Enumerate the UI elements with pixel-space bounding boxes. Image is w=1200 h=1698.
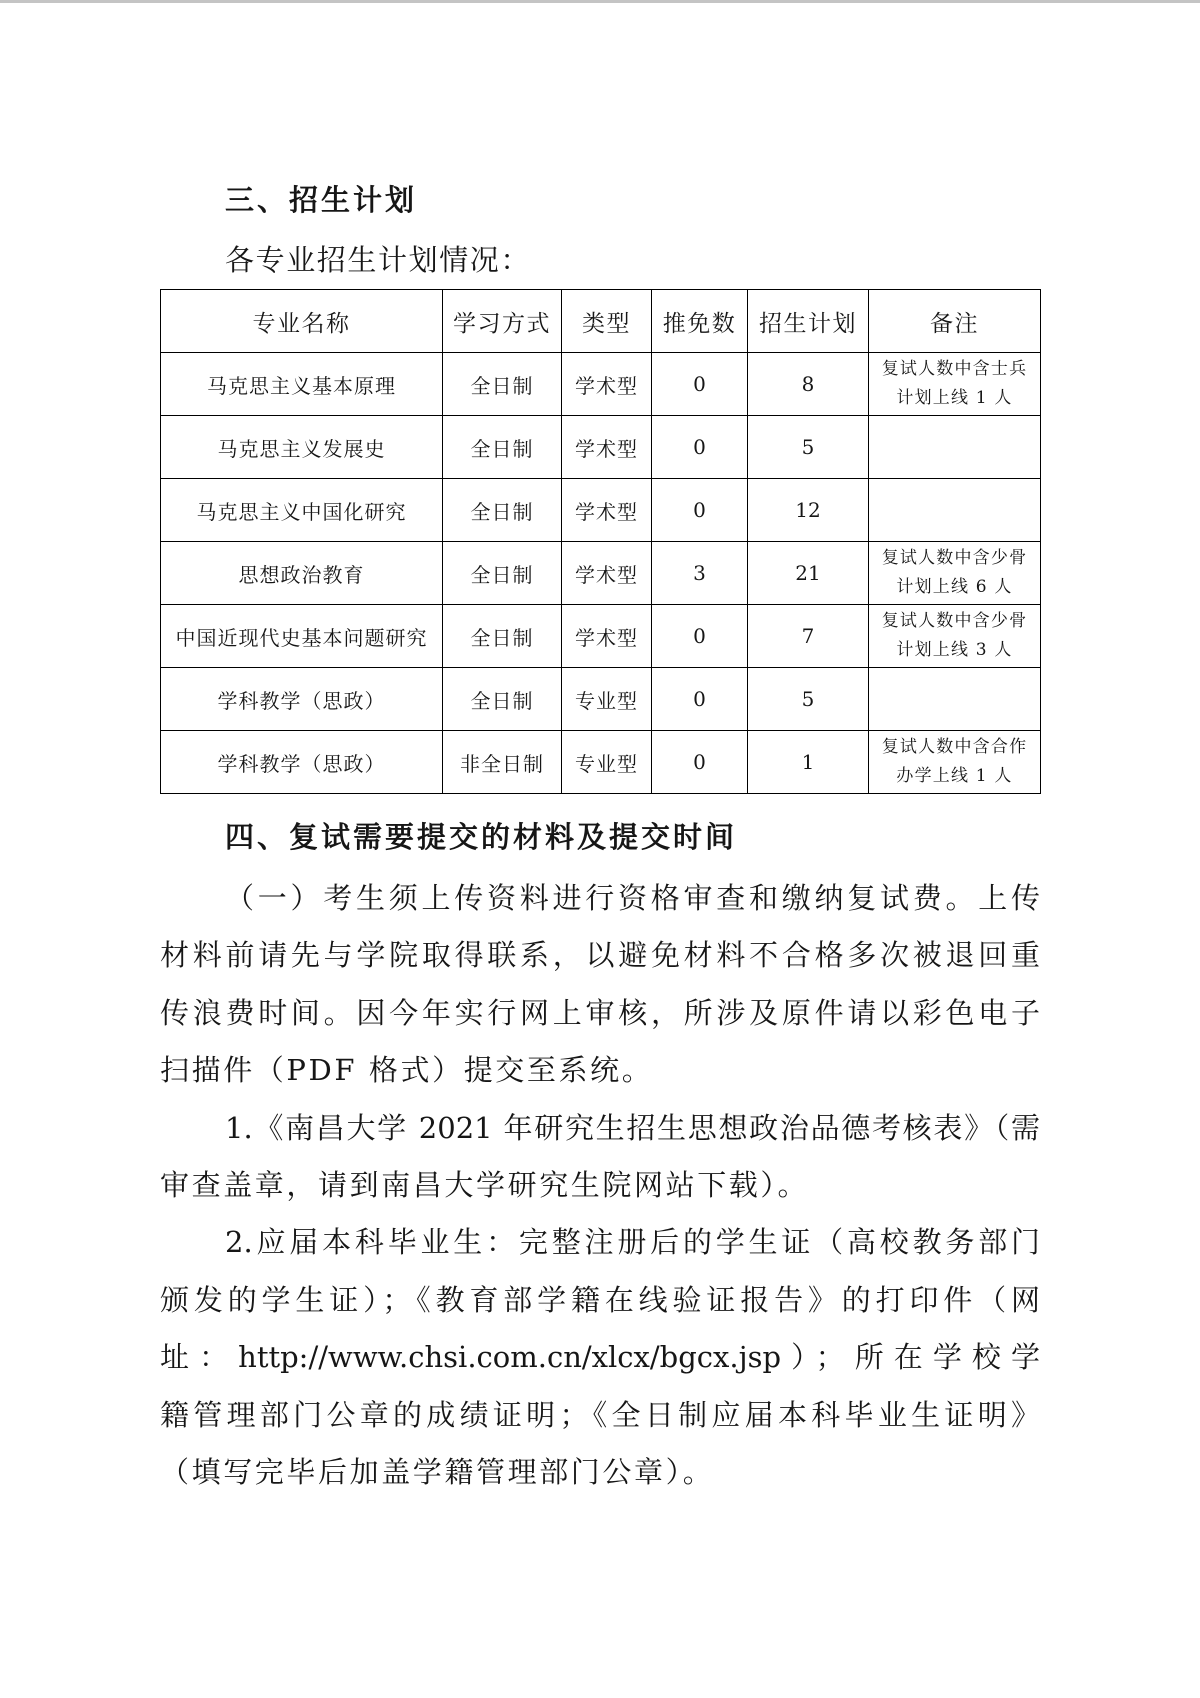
header-major: 专业名称 — [161, 290, 443, 353]
paragraph-line: 1.《南昌大学 2021 年研究生招生思想政治品德考核表》（需 — [225, 1110, 1040, 1145]
paragraph-materials-upload — [160, 870, 1040, 1100]
header-type: 类型 — [562, 290, 652, 353]
remark-line: 计划上线 3 人 — [896, 640, 1013, 660]
remark-line: 办学上线 1 人 — [896, 766, 1013, 786]
cell-study-mode: 全日制 — [443, 416, 562, 479]
cell-study-mode: 非全日制 — [443, 731, 562, 794]
remark-line: 复试人数中含少骨 — [881, 611, 1028, 631]
cell-type: 学术型 — [562, 605, 652, 668]
cell-remark — [869, 416, 1041, 479]
section-4-heading: 四、复试需要提交的材料及提交时间 — [225, 820, 738, 854]
cell-plan: 8 — [748, 353, 869, 416]
cell-remark — [869, 353, 1041, 416]
cell-plan: 5 — [748, 416, 869, 479]
cell-major: 学科教学（思政） — [161, 731, 443, 794]
top-border — [0, 0, 1200, 3]
cell-remark — [869, 668, 1041, 731]
cell-plan: 12 — [748, 479, 869, 542]
cell-remark — [869, 542, 1041, 605]
cell-exempt-count: 0 — [652, 416, 748, 479]
cell-type: 学术型 — [562, 353, 652, 416]
header-plan: 招生计划 — [748, 290, 869, 353]
remark-line: 计划上线 1 人 — [896, 388, 1013, 408]
table-row — [161, 479, 1041, 542]
cell-type: 专业型 — [562, 668, 652, 731]
remark-line: 复试人数中含士兵 — [881, 359, 1028, 379]
table-row — [161, 416, 1041, 479]
cell-study-mode: 全日制 — [443, 605, 562, 668]
cell-study-mode: 全日制 — [443, 542, 562, 605]
cell-plan: 1 — [748, 731, 869, 794]
section-3-intro: 各专业招生计划情况： — [225, 243, 532, 277]
table-row — [161, 353, 1041, 416]
table-row — [161, 731, 1041, 794]
table-header-row — [161, 290, 1041, 353]
cell-major: 学科教学（思政） — [161, 668, 443, 731]
cell-remark — [869, 731, 1041, 794]
cell-exempt-count: 0 — [652, 668, 748, 731]
paragraph-line: 材料前请先与学院取得联系，以避免材料不合格多次被退回重 — [160, 938, 1040, 973]
cell-major: 马克思主义发展史 — [161, 416, 443, 479]
cell-study-mode: 全日制 — [443, 353, 562, 416]
enrollment-plan-table — [160, 289, 1041, 794]
cell-remark — [869, 479, 1041, 542]
cell-exempt-count: 3 — [652, 542, 748, 605]
cell-study-mode: 全日制 — [443, 479, 562, 542]
table-row — [161, 668, 1041, 731]
paragraph-line: 2.应届本科毕业生：完整注册后的学生证（高校教务部门 — [225, 1225, 1040, 1260]
paragraph-line: （一）考生须上传资料进行资格审查和缴纳复试费。上传 — [225, 881, 1040, 915]
table-row — [161, 542, 1041, 605]
cell-major: 马克思主义中国化研究 — [161, 479, 443, 542]
cell-exempt-count: 0 — [652, 353, 748, 416]
cell-major: 马克思主义基本原理 — [161, 353, 443, 416]
paragraph-line: 籍管理部门公章的成绩证明；《全日制应届本科毕业生证明》 — [160, 1397, 1040, 1432]
cell-study-mode: 全日制 — [443, 668, 562, 731]
remark-line: 计划上线 6 人 — [896, 577, 1013, 597]
section-3-heading: 三、招生计划 — [225, 183, 418, 217]
cell-type: 专业型 — [562, 731, 652, 794]
cell-exempt-count: 0 — [652, 605, 748, 668]
header-remark: 备注 — [869, 290, 1041, 353]
header-study-mode: 学习方式 — [443, 290, 562, 353]
cell-type: 学术型 — [562, 416, 652, 479]
section-4-body — [160, 870, 1040, 1501]
cell-plan: 7 — [748, 605, 869, 668]
paragraph-item-2 — [160, 1214, 1040, 1501]
paragraph-item-1 — [160, 1100, 1040, 1215]
remark-line: 复试人数中含少骨 — [881, 548, 1028, 568]
table-row — [161, 605, 1041, 668]
paragraph-line: （填写完毕后加盖学籍管理部门公章）。 — [160, 1454, 715, 1489]
cell-major: 中国近现代史基本问题研究 — [161, 605, 443, 668]
cell-exempt-count: 0 — [652, 479, 748, 542]
paragraph-line-url: 址：http://www.chsi.com.cn/xlcx/bgcx.jsp）；所在学校学 — [160, 1340, 1040, 1375]
cell-type: 学术型 — [562, 479, 652, 542]
remark-line: 复试人数中含合作 — [881, 737, 1028, 757]
cell-plan: 21 — [748, 542, 869, 605]
cell-plan: 5 — [748, 668, 869, 731]
cell-major: 思想政治教育 — [161, 542, 443, 605]
paragraph-line: 传浪费时间。因今年实行网上审核，所涉及原件请以彩色电子 — [160, 995, 1040, 1030]
cell-exempt-count: 0 — [652, 731, 748, 794]
header-exempt-count: 推免数 — [652, 290, 748, 353]
paragraph-line: 颁发的学生证）；《教育部学籍在线验证报告》的打印件（网 — [160, 1282, 1040, 1317]
cell-remark — [869, 605, 1041, 668]
paragraph-line: 审查盖章，请到南昌大学研究生院网站下载）。 — [160, 1167, 810, 1202]
cell-type: 学术型 — [562, 542, 652, 605]
paragraph-line: 扫描件（PDF 格式）提交至系统。 — [160, 1053, 654, 1088]
